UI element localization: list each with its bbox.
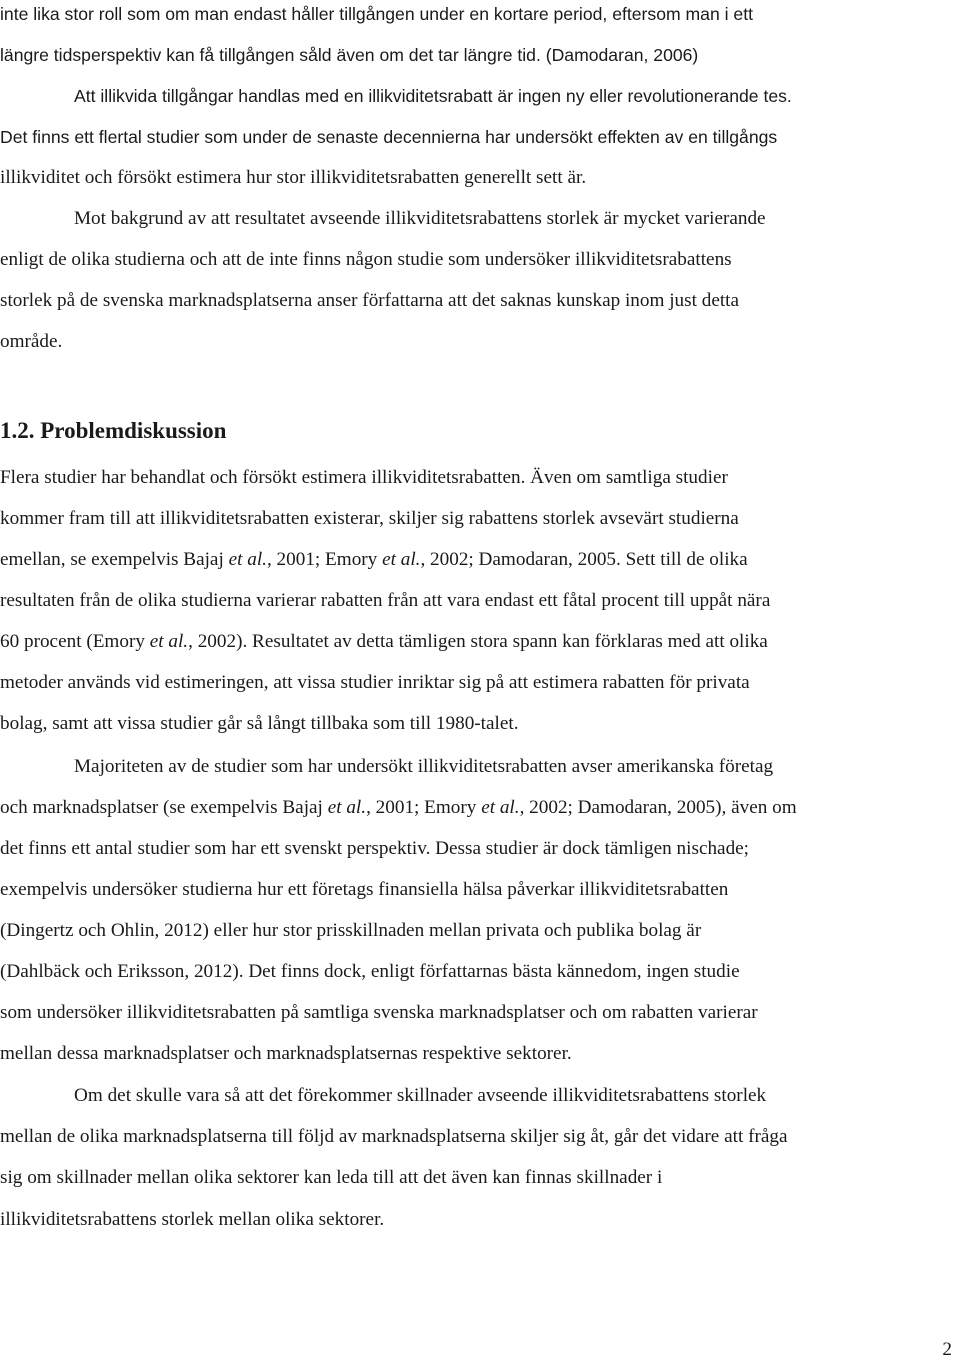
text-line: (Dahlbäck och Eriksson, 2012). Det finns dock, enligt författarnas bästa kännedom, ingen studie xyxy=(0,961,740,982)
text-line: område. xyxy=(0,331,63,352)
text-segment: , 2001; Emory xyxy=(266,549,383,570)
text-line: Flera studier har behandlat och försökt estimera illikviditetsrabatten. Även om samtliga studier xyxy=(0,467,728,488)
text-line: Majoriteten av de studier som har undersökt illikviditetsrabatten avser amerikanska företag xyxy=(74,756,774,777)
text-line: Det finns ett flertal studier som under de senaste decennierna har undersökt effekten av en tillgångs xyxy=(0,127,778,147)
text-line: bolag, samt att vissa studier går så långt tillbaka som till 1980-talet. xyxy=(0,713,519,734)
text-line: inte lika stor roll som om man endast håller tillgången under en kortare period, eftersom man i ett xyxy=(0,4,753,24)
text-line: illikviditetsrabattens storlek mellan olika sektorer. xyxy=(0,1209,385,1230)
section-heading: 1.2. Problemdiskussion xyxy=(0,418,227,443)
text-line xyxy=(0,796,797,820)
italic-text: et al. xyxy=(327,797,367,818)
text-line: som undersöker illikviditetsrabatten på samtliga svenska marknadsplatser och om rabatten varierar xyxy=(0,1002,758,1023)
italic-text: et al. xyxy=(149,631,189,652)
text-line: Mot bakgrund av att resultatet avseende illikviditetsrabattens storlek är mycket varierande xyxy=(74,208,766,229)
text-segment: 60 procent (Emory xyxy=(0,631,150,652)
text-line xyxy=(0,548,748,572)
text-segment: , 2001; Emory xyxy=(366,797,482,818)
text-segment: och marknadsplatser (se exempelvis Bajaj xyxy=(0,797,328,818)
text-line: exempelvis undersöker studierna hur ett företags finansiella hälsa påverkar illikviditetsrabatten xyxy=(0,879,729,900)
text-segment: emellan, se exempelvis Bajaj xyxy=(0,549,229,570)
text-line: sig om skillnader mellan olika sektorer kan leda till att det även kan finnas skillnader i xyxy=(0,1167,663,1188)
text-segment: , 2002). Resultatet av detta tämligen stora spann kan förklaras med att olika xyxy=(188,631,768,652)
text-line: kommer fram till att illikviditetsrabatten existerar, skiljer sig rabattens storlek avsevärt studierna xyxy=(0,508,739,529)
page-number: 2 xyxy=(942,1339,952,1360)
text-line: mellan de olika marknadsplatserna till följd av marknadsplatserna skiljer sig åt, går det vidare att fråga xyxy=(0,1126,788,1147)
text-line xyxy=(0,630,768,654)
italic-text: et al. xyxy=(382,549,421,570)
text-line: längre tidsperspektiv kan få tillgången såld även om det tar längre tid. (Damodaran, 2006) xyxy=(0,45,699,65)
text-segment: , 2002; Damodaran, 2005. Sett till de olika xyxy=(420,549,748,570)
text-line: enligt de olika studierna och att de inte finns någon studie som undersöker illikviditetsrabattens xyxy=(0,249,732,270)
text-line: storlek på de svenska marknadsplatserna anser författarna att det saknas kunskap inom just detta xyxy=(0,290,740,311)
text-line: Att illikvida tillgångar handlas med en illikviditetsrabatt är ingen ny eller revolutionerande tes. xyxy=(74,86,792,106)
italic-text: et al. xyxy=(481,797,520,818)
italic-text: et al. xyxy=(228,549,267,570)
text-line: metoder används vid estimeringen, att vissa studier inriktar sig på att estimera rabatten för privata xyxy=(0,672,750,693)
text-line: (Dingertz och Ohlin, 2012) eller hur stor prisskillnaden mellan privata och publika bolag är xyxy=(0,920,702,941)
text-line: Om det skulle vara så att det förekommer skillnader avseende illikviditetsrabattens storlek xyxy=(74,1085,767,1106)
text-line: mellan dessa marknadsplatser och marknadsplatsernas respektive sektorer. xyxy=(0,1043,572,1064)
text-segment: , 2002; Damodaran, 2005), även om xyxy=(519,797,797,818)
text-line: illikviditet och försökt estimera hur stor illikviditetsrabatten generellt sett är. xyxy=(0,167,587,188)
text-line: resultaten från de olika studierna varierar rabatten från att vara endast ett fåtal procent till uppåt nära xyxy=(0,590,771,611)
text-line: det finns ett antal studier som har ett svenskt perspektiv. Dessa studier är dock tämligen nischade; xyxy=(0,838,750,859)
